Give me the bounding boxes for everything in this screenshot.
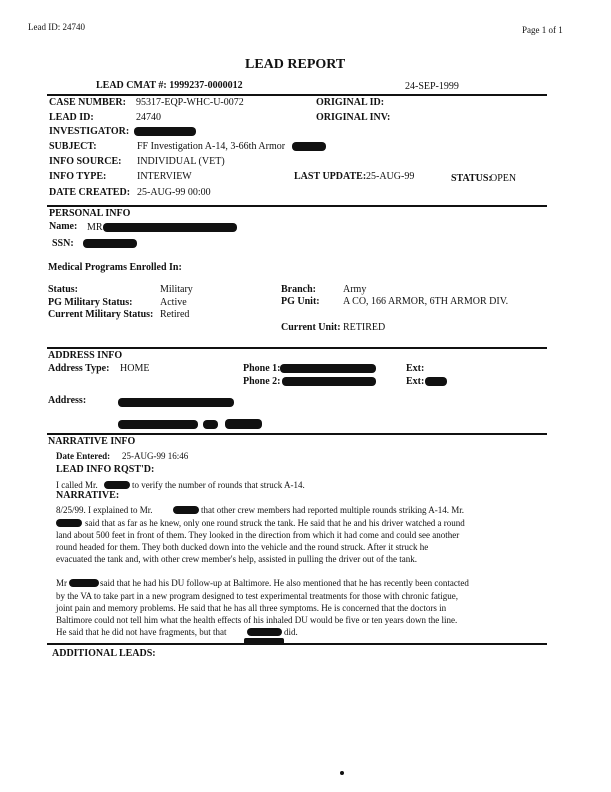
case-number-label: CASE NUMBER:: [49, 97, 126, 108]
narrative-p2-line2: by the VA to take part in a new program designed to test experimental treatments for those with chronic fatigue,: [56, 591, 459, 601]
narrative-p2-line1a: Mr: [56, 578, 67, 588]
case-number-value: 95317-EQP-WHC-U-0072: [136, 97, 244, 108]
redaction-p2-b: [247, 628, 282, 636]
pg-unit-value: A CO, 166 ARMOR, 6TH ARMOR DIV.: [343, 296, 509, 307]
redaction-ext2: [425, 377, 447, 386]
military-status-value: Military: [160, 284, 193, 295]
lead-id-value: 24740: [136, 112, 161, 123]
ssn-label: SSN:: [52, 238, 74, 249]
address-label: Address:: [48, 395, 87, 406]
redaction-name: [103, 223, 237, 232]
redaction-phone1: [280, 364, 376, 373]
original-inv-label: ORIGINAL INV:: [316, 112, 391, 123]
divider: [47, 94, 547, 96]
lead-info-requested-label: LEAD INFO RQST'D:: [56, 464, 155, 475]
info-type-label: INFO TYPE:: [49, 171, 107, 182]
additional-leads-label: ADDITIONAL LEADS:: [52, 648, 156, 659]
request-text-a: I called Mr.: [56, 480, 98, 490]
redaction-subject: [292, 142, 326, 151]
name-prefix: MR: [87, 222, 103, 233]
phone1-label: Phone 1:: [243, 363, 281, 374]
redaction-request: [104, 481, 130, 489]
current-unit-label: Current Unit:: [281, 322, 341, 333]
name-label: Name:: [49, 221, 78, 232]
date-created-label: DATE CREATED:: [49, 187, 131, 198]
medical-programs-label: Medical Programs Enrolled In:: [48, 262, 182, 273]
lead-id-label: LEAD ID:: [49, 112, 94, 123]
request-text-b: to verify the number of rounds that struck A-14.: [132, 480, 305, 490]
address-section-title: ADDRESS INFO: [48, 350, 123, 361]
report-title: LEAD REPORT: [245, 57, 346, 72]
redaction-p2-a: [69, 579, 99, 587]
narrative-p1-line5: evacuated the tank and, with other crew member's help, assisted in pulling the driver out of the tank.: [56, 554, 418, 564]
narrative-p1-line4: round headed for them. They both ducked down into the vehicle and the round struck. After it struck he: [56, 542, 429, 552]
pg-military-status-label: PG Military Status:: [48, 297, 133, 308]
redaction-p1-a: [173, 506, 199, 514]
last-update-value: 25-AUG-99: [366, 171, 415, 182]
redaction-address-line2b: [203, 420, 218, 429]
narrative-p2-line5a: He said that he did not have fragments, but that: [56, 627, 227, 637]
pg-unit-label: PG Unit:: [281, 296, 320, 307]
address-type-value: HOME: [120, 363, 150, 374]
branch-label: Branch:: [281, 284, 316, 295]
narrative-p1-line2: said that as far as he knew, only one round struck the tank. He said that he and his driver watched a round: [85, 518, 465, 528]
current-unit-value: RETIRED: [343, 322, 386, 333]
narrative-p1-line1b: that other crew members had reported multiple rounds striking A-14. Mr.: [201, 505, 464, 515]
redaction-phone2: [282, 377, 376, 386]
date-entered-value: 25-AUG-99 16:46: [122, 451, 189, 461]
narrative-section-title: NARRATIVE INFO: [48, 436, 136, 447]
info-source-label: INFO SOURCE:: [49, 156, 122, 167]
redaction-overlap: [244, 638, 284, 645]
redaction-address-line1: [118, 398, 234, 407]
subject-label: SUBJECT:: [49, 141, 97, 152]
redaction-investigator: [134, 127, 196, 136]
report-date: 24-SEP-1999: [405, 81, 459, 92]
narrative-p2-line4: Baltimore could not tell him what the health effects of his inhaled DU would be five or ten years down the line.: [56, 615, 458, 625]
phone2-label: Phone 2:: [243, 376, 281, 387]
ext1-label: Ext:: [406, 363, 425, 374]
personal-section-title: PERSONAL INFO: [49, 208, 131, 219]
narrative-p2-line3: joint pain and memory problems. He said that he has all three symptoms. He is concerned that the doctors in: [56, 603, 447, 613]
last-update-label: LAST UPDATE:: [294, 171, 367, 182]
redaction-address-line2a: [118, 420, 198, 429]
divider: [47, 433, 547, 435]
subject-value: FF Investigation A-14, 3-66th Armor: [137, 141, 286, 152]
original-id-label: ORIGINAL ID:: [316, 97, 385, 108]
date-created-value: 25-AUG-99 00:00: [137, 187, 211, 198]
cmat-number: LEAD CMAT #: 1999237-0000012: [96, 80, 243, 91]
narrative-p1-line1a: 8/25/99. I explained to Mr.: [56, 505, 153, 515]
divider: [47, 643, 547, 645]
divider: [47, 205, 547, 207]
status-value: OPEN: [490, 173, 517, 184]
current-military-status-label: Current Military Status:: [48, 309, 154, 320]
scan-dot: [340, 771, 344, 775]
narrative-label: NARRATIVE:: [56, 490, 120, 501]
info-source-value: INDIVIDUAL (VET): [137, 156, 225, 167]
status-label: STATUS:: [451, 173, 492, 184]
redaction-ssn: [83, 239, 137, 248]
pg-military-status-value: Active: [160, 297, 187, 308]
lead-id-top: Lead ID: 24740: [28, 22, 85, 32]
branch-value: Army: [343, 284, 367, 295]
ext2-label: Ext:: [406, 376, 425, 387]
date-entered-label: Date Entered:: [56, 451, 111, 461]
current-military-status-value: Retired: [160, 309, 190, 320]
narrative-p1-line3: land about 500 feet in front of them. They looked in the direction from which it had come and could see another: [56, 530, 460, 540]
divider: [47, 347, 547, 349]
redaction-p1-b: [56, 519, 82, 527]
narrative-p2-line5b: did.: [284, 627, 298, 637]
info-type-value: INTERVIEW: [137, 171, 192, 182]
page-indicator: Page 1 of 1: [522, 25, 563, 35]
investigator-label: INVESTIGATOR:: [49, 126, 130, 137]
narrative-p2-line1b: said that he had his DU follow-up at Baltimore. He also mentioned that he has recently been contacted: [100, 578, 469, 588]
redaction-address-line2c: [225, 419, 262, 429]
military-status-label: Status:: [48, 284, 79, 295]
address-type-label: Address Type:: [48, 363, 110, 374]
